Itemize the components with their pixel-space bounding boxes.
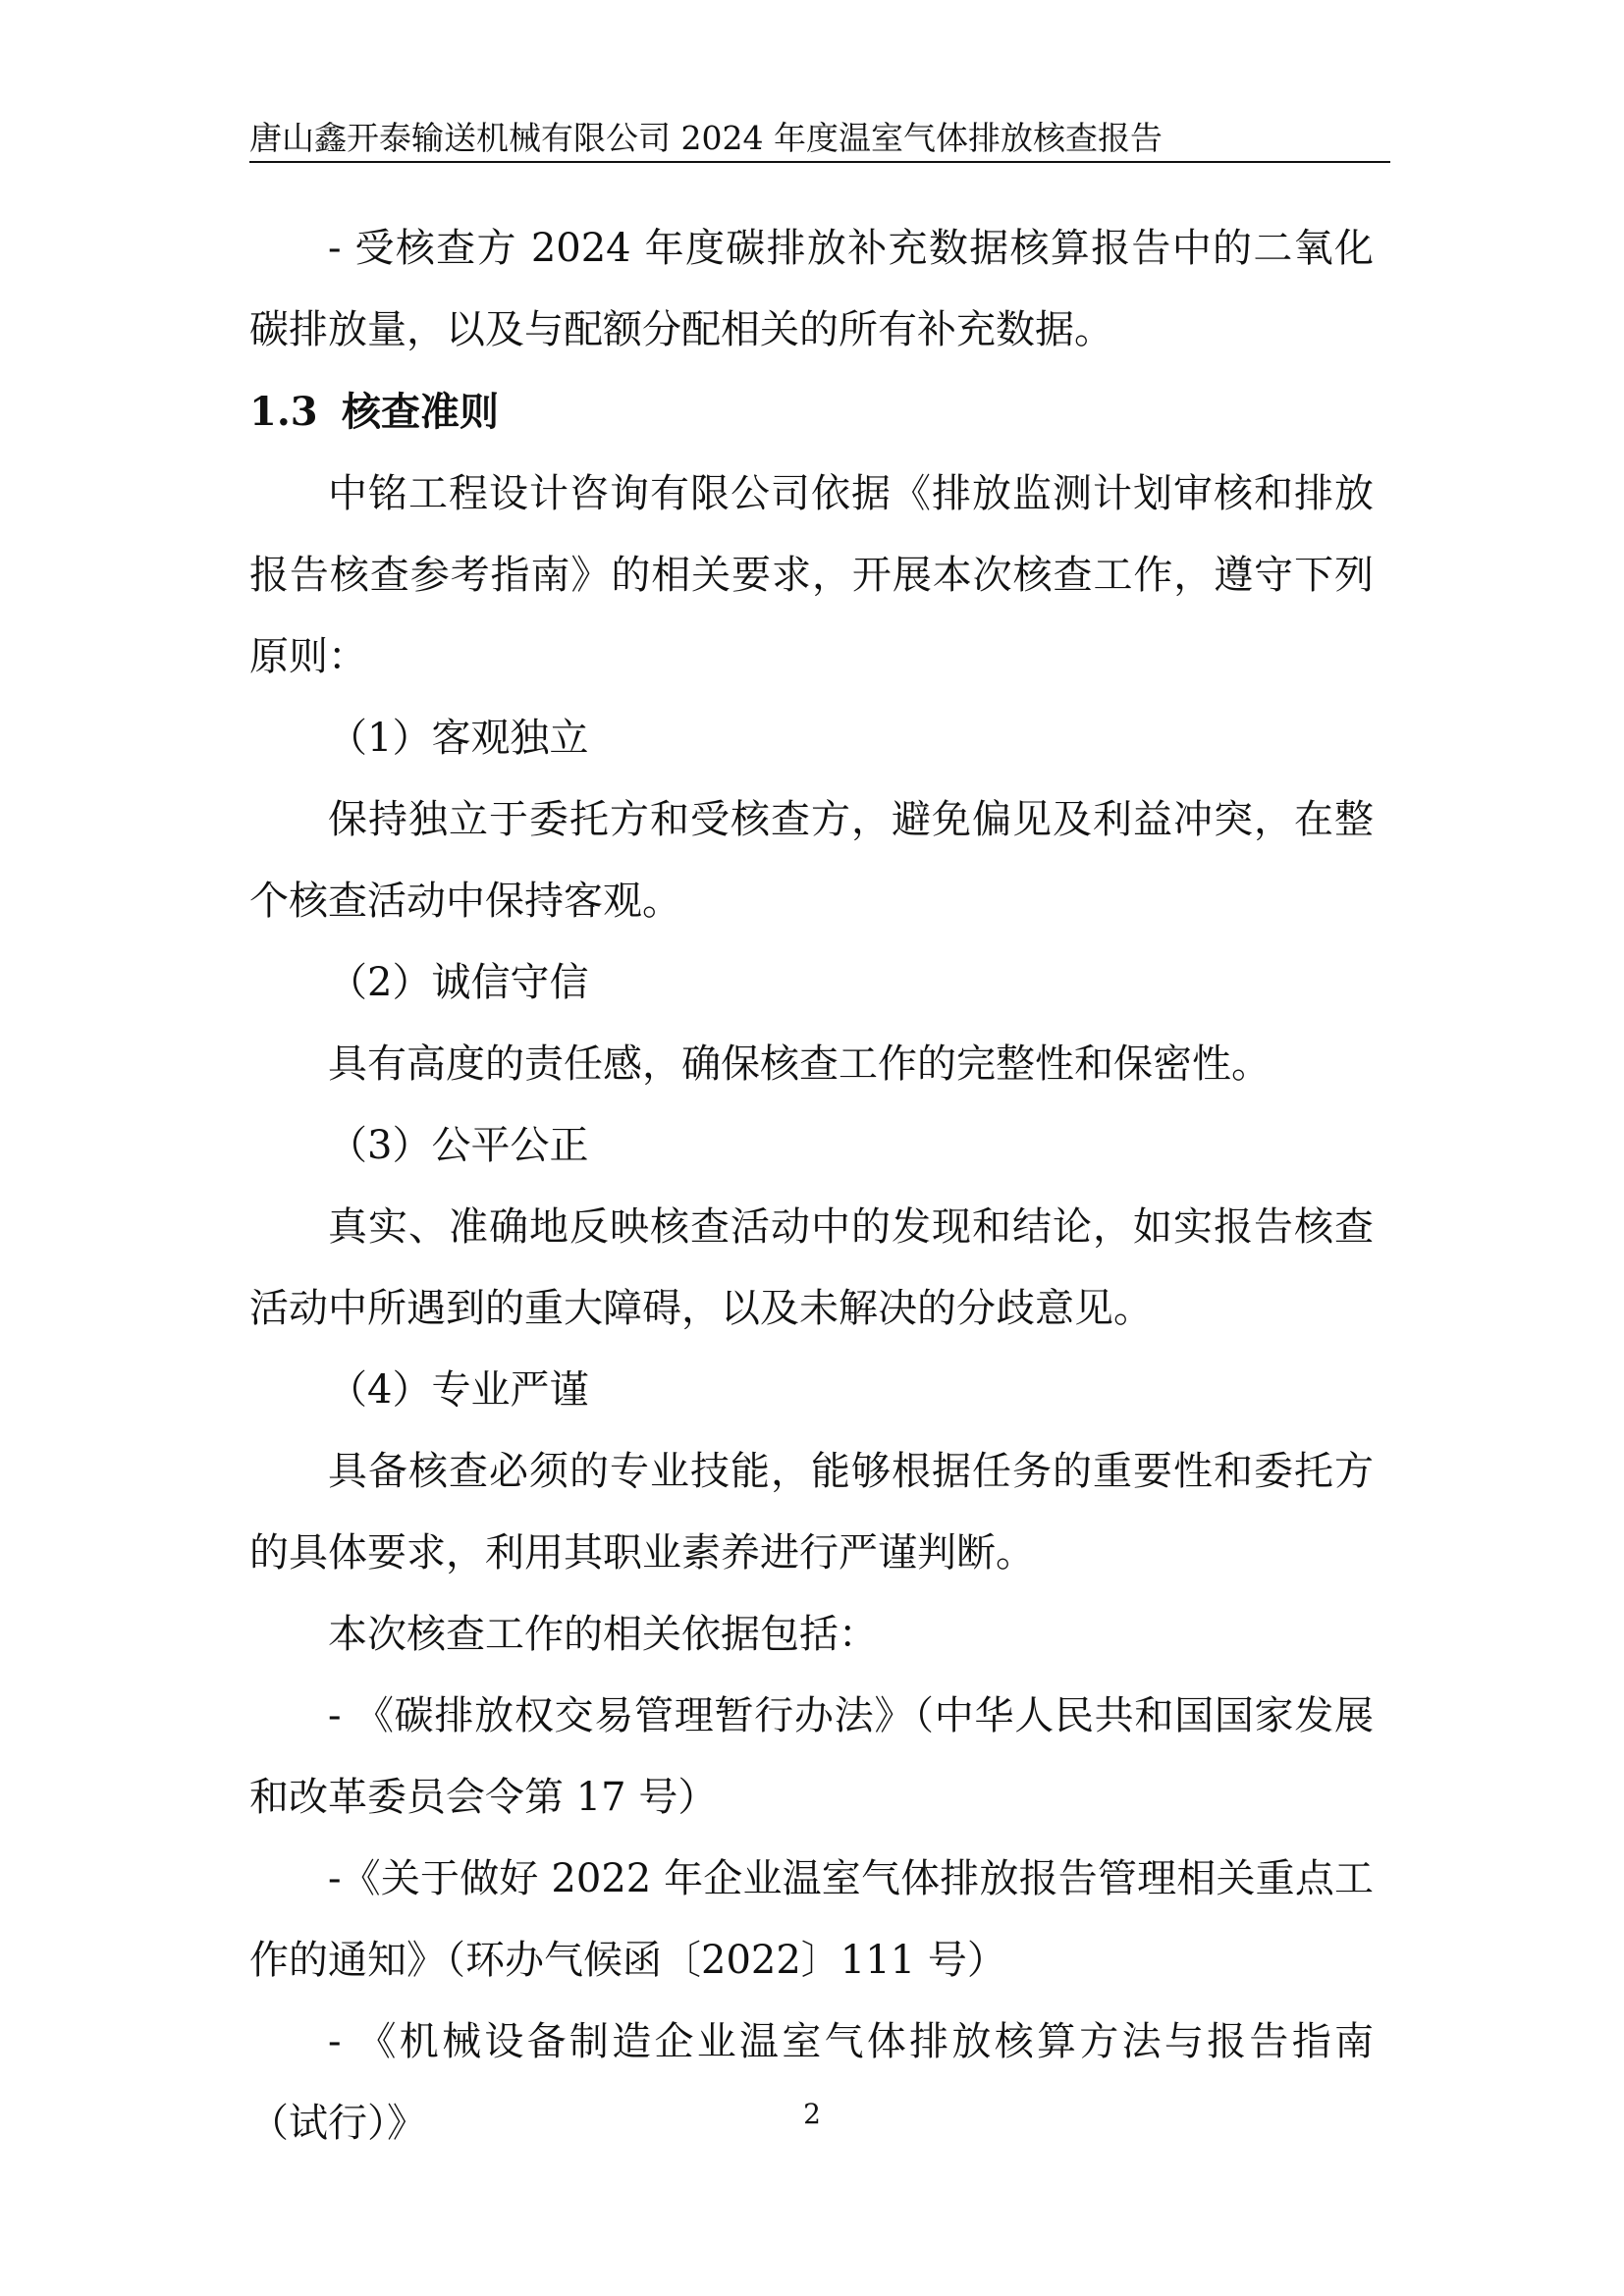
section-intro: 中铭工程设计咨询有限公司依据《排放监测计划审核和排放报告核查参考指南》的相关要求，开展本次核查工作，遵守下列原则： [249,471,1374,679]
principle-body: 真实、准确地反映核查活动中的发现和结论，如实报告核查活动中所遇到的重大障碍，以及未解决的分歧意见。 [249,1204,1374,1331]
section-heading [249,371,1374,454]
basis-item: - 《碳排放权交易管理暂行办法》（中华人民共和国国家发展和改革委员会令第 17 号） [249,1693,1374,1820]
page-header [249,116,1390,163]
principle-title: （3）公平公正 [328,1123,589,1168]
principle-title: （2）诚信守信 [328,960,589,1005]
document-body [249,208,1374,2164]
basis-item: -《关于做好 2022 年企业温室气体排放报告管理相关重点工作的通知》（环办气候函〔2022〕111 号） [249,1856,1374,1983]
header-title: 唐山鑫开泰输送机械有限公司 2024 年度温室气体排放核查报告 [249,119,1163,157]
principle-body: 保持独立于委托方和受核查方，避免偏见及利益冲突，在整个核查活动中保持客观。 [249,797,1374,924]
basis-item: - 《机械设备制造企业温室气体排放核算方法与报告指南（试行）》 [249,2019,1374,2146]
principle-body: 具有高度的责任感，确保核查工作的完整性和保密性。 [328,1041,1271,1087]
principle-body: 具备核查必须的专业技能，能够根据任务的重要性和委托方的具体要求，利用其职业素养进行严谨判断。 [249,1449,1374,1575]
section-title: 核查准则 [342,390,499,435]
basis-intro: 本次核查工作的相关依据包括： [328,1612,878,1657]
principle-title: （1）客观独立 [328,716,589,761]
intro-bullet: - 受核查方 2024 年度碳排放补充数据核算报告中的二氧化碳排放量，以及与配额分配相关的所有补充数据。 [249,226,1374,352]
section-number: 1.3 [249,389,318,435]
principle-title: （4）专业严谨 [328,1367,589,1413]
page-number: 2 [803,2098,821,2130]
